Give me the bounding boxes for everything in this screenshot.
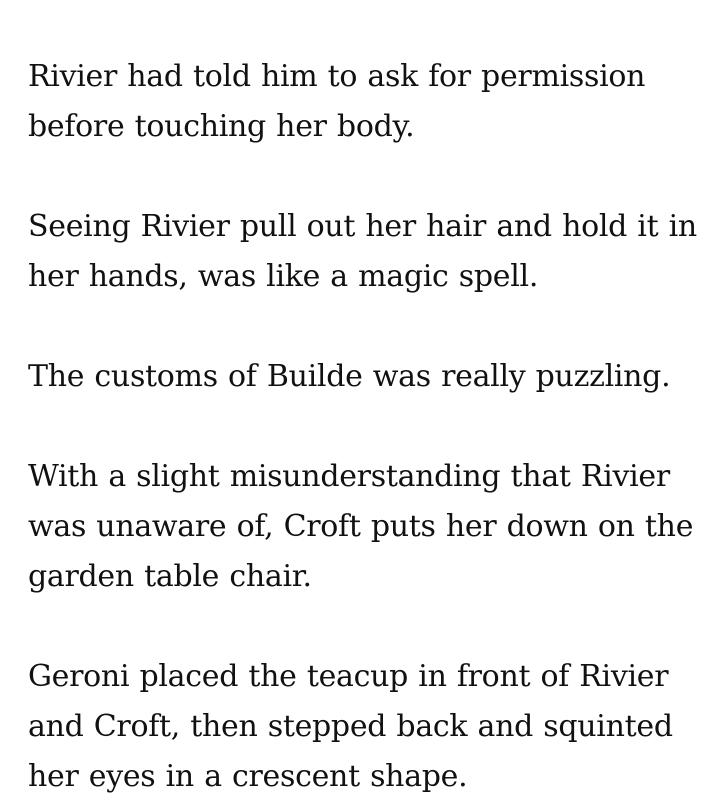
paragraph-2 [28, 202, 700, 302]
text-line: Rivier had told him to ask for permission [28, 59, 646, 94]
text-line: and Croft, then stepped back and squinted [28, 709, 673, 744]
paragraph-5 [28, 652, 700, 802]
paragraph-4 [28, 452, 700, 602]
paragraph-3 [28, 352, 700, 402]
text-line: The customs of Builde was really puzzling. [28, 359, 671, 394]
text-line: garden table chair. [28, 559, 312, 594]
text-line: her eyes in a crescent shape. [28, 759, 468, 794]
text-line: was unaware of, Croft puts her down on the [28, 509, 694, 544]
text-line: before touching her body. [28, 109, 415, 144]
text-line: Seeing Rivier pull out her hair and hold it in [28, 209, 697, 244]
paragraph-1 [28, 52, 700, 152]
text-line: With a slight misunderstanding that Rivier [28, 459, 670, 494]
text-line: her hands, was like a magic spell. [28, 259, 539, 294]
text-line: Geroni placed the teacup in front of Rivier [28, 659, 669, 694]
